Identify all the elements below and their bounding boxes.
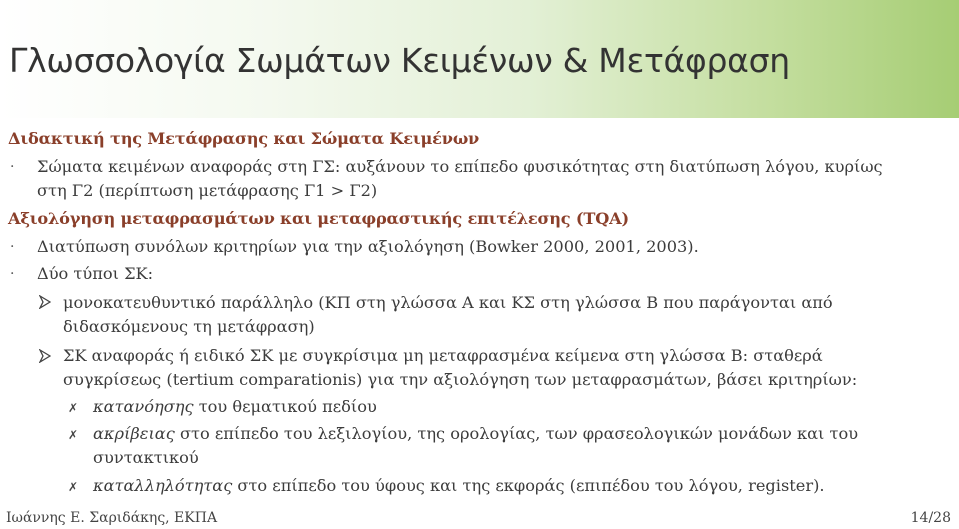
criterion-accuracy-line2: συντακτικού [93,448,199,467]
bullet-reference-corpora-line1: Σώματα κειμένων αναφοράς στη ΓΣ: αυξάνουν το επίπεδο φυσικότητας στη διατύπωση λόγου, κυρίως [37,157,883,176]
bullet-criteria: Διατύπωση συνόλων κριτηρίων για την αξιολόγηση (Bowker 2000, 2001, 2003). [37,237,699,256]
arrowhead-bullet-icon [39,349,51,363]
sub-bullet-reference-line2: συγκρίσεως (tertium comparationis) για την αξιολόγηση των μεταφρασμάτων, βάσει κριτηρίων: [63,370,858,389]
cross-bullet-icon: ✗ [68,428,79,442]
criterion-comprehension-keyword: κατανόησης [93,397,194,416]
bullet-reference-corpora-line2: στη Γ2 (περίπτωση μετάφρασης Γ1 > Γ2) [37,181,378,200]
dot-bullet-icon: · [10,159,15,175]
criterion-comprehension-text: του θεματικού πεδίου [193,397,377,416]
bullet-two-types: Δύο τύποι ΣΚ: [37,264,154,283]
criterion-appropriateness-text: στο επίπεδο του ύφους και της εκφοράς (επιπέδου του λόγου, register). [232,476,825,495]
cross-bullet-icon: ✗ [68,401,79,415]
dot-bullet-icon: · [10,239,15,255]
criterion-accuracy-text: στο επίπεδο του λεξιλογίου, της ορολογίας, των φρασεολογικών μονάδων και του [174,424,859,443]
cross-bullet-icon: ✗ [68,480,79,494]
dot-bullet-icon: · [10,266,15,282]
title-banner [0,0,959,118]
criterion-appropriateness [93,476,825,496]
sub-bullet-parallel-line1: μονοκατευθυντικό παράλληλο (ΚΠ στη γλώσσα Α και ΚΣ στη γλώσσα Β που παράγονται από [63,293,833,312]
sub-bullet-reference-line1: ΣΚ αναφοράς ή ειδικό ΣΚ με συγκρίσιμα μη μεταφρασμένα κείμενα στη γλώσσα Β: σταθερά [63,346,823,365]
sub-bullet-parallel-line2: διδασκόμενους τη μετάφραση) [63,317,315,336]
arrowhead-bullet-icon [39,295,51,309]
footer-author: Ιωάννης Ε. Σαριδάκης, ΕΚΠΑ [6,510,218,526]
criterion-accuracy-keyword: ακρίβειας [93,424,175,443]
section-heading-tqa: Αξιολόγηση μεταφρασμάτων και μεταφραστικής επιτέλεσης (TQA) [8,209,629,228]
criterion-accuracy-line1 [93,424,858,444]
criterion-comprehension [93,397,377,417]
page-title: Γλωσσολογία Σωμάτων Κειμένων & Μετάφραση [9,41,790,80]
section-heading-didactics: Διδακτική της Μετάφρασης και Σώματα Κειμένων [8,129,480,148]
criterion-appropriateness-keyword: καταλληλότητας [93,476,233,495]
footer-page-number: 14/28 [910,510,951,526]
